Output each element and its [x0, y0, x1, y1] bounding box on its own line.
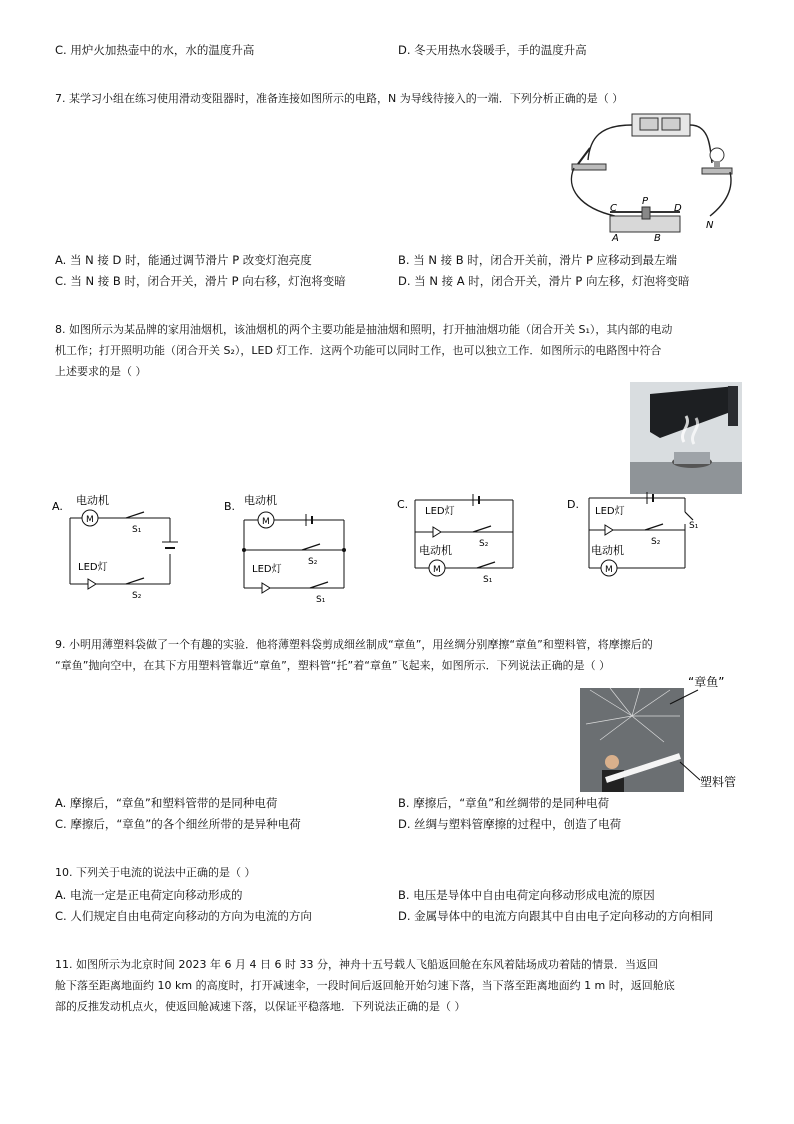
terminal-b: B [654, 233, 661, 243]
plastic-tube-label: 塑料管 [700, 775, 737, 789]
range-hood-photo [630, 382, 742, 494]
q7-stem: 7. 某学习小组在练习使用滑动变阻器时，准备连接如图所示的电路，N 为导线待接入的一端．下列分析正确的是（ ） [55, 92, 624, 105]
switch-s1-label: S₁ [483, 575, 493, 584]
q10-option-d: D. 金属导体中的电流方向跟其中自由电子定向移动的方向相同 [398, 909, 714, 923]
switch-s1-label: S₁ [316, 595, 326, 604]
q8-stem-line2: 机工作；打开照明功能（闭合开关 S₂），LED 灯工作．这两个功能可以同时工作，也可以独立工作．如图所示的电路图中符合 [55, 344, 662, 357]
terminal-n: N [706, 220, 714, 231]
q8-stem-line3: 上述要求的是（ ） [55, 365, 147, 378]
led-icon [88, 579, 96, 589]
q7-option-d: D. 当 N 接 A 时，闭合开关，滑片 P 向左移，灯泡将变暗 [398, 274, 690, 288]
q9-option-c: C. 摩擦后，“章鱼”的各个细丝所带的是异种电荷 [55, 817, 301, 831]
switch-s1-label: S₁ [689, 521, 699, 531]
motor-symbol: M [605, 565, 613, 575]
q10-stem: 10. 下列关于电流的说法中正确的是（ ） [55, 866, 256, 879]
q7-option-b: B. 当 N 接 B 时，闭合开关前，滑片 P 应移动到最左端 [398, 253, 678, 267]
led-label: LED灯 [425, 506, 455, 517]
option-label-b: B. [224, 500, 236, 513]
q8-circuit-a [50, 492, 190, 600]
q6-option-c: C. 用炉火加热壶中的水，水的温度升高 [55, 43, 255, 57]
motor-symbol: M [86, 515, 94, 525]
led-icon [605, 525, 613, 535]
q9-stem-line2: “章鱼”抛向空中，在其下方用塑料管靠近“章鱼”，塑料管“托”着“章鱼”飞起来，如图所示．下列说法正确的是（ ） [55, 659, 611, 672]
motor-label: 电动机 [591, 544, 624, 557]
terminal-d: D [674, 203, 682, 214]
q7-circuit-figure [560, 108, 750, 243]
switch-s2-label: S₂ [132, 591, 142, 600]
switch-s2-label: S₂ [479, 539, 489, 549]
switch-s1-label: S₁ [132, 525, 142, 535]
octopus-label: “章鱼” [688, 676, 725, 689]
led-label: LED灯 [595, 506, 625, 517]
motor-symbol: M [262, 517, 270, 527]
q10-option-b: B. 电压是导体中自由电荷定向移动形成电流的原因 [398, 888, 655, 902]
q7-option-c: C. 当 N 接 B 时，闭合开关，滑片 P 向右移，灯泡将变暗 [55, 274, 346, 288]
q10-option-a: A. 电流一定是正电荷定向移动形成的 [55, 888, 243, 902]
motor-label: 电动机 [76, 494, 109, 507]
switch-s2-label: S₂ [308, 557, 318, 567]
option-label-d: D. [567, 498, 579, 511]
switch-s2-label: S₂ [651, 537, 661, 547]
q8-circuit-b [222, 492, 352, 604]
q8-stem-line1: 8. 如图所示为某品牌的家用油烟机，该油烟机的两个主要功能是抽油烟和照明，打开抽油烟功能（闭合开关 S₁），其内部的电动 [55, 323, 673, 336]
led-icon [262, 583, 270, 593]
option-label-c: C. [397, 498, 409, 511]
q11-stem-line3: 部的反推发动机点火，使返回舱减速下落，以保证平稳落地．下列说法正确的是（ ） [55, 1000, 466, 1013]
option-label-a: A. [52, 500, 63, 513]
q11-stem-line1: 11. 如图所示为北京时间 2023 年 6 月 4 日 6 时 33 分，神舟十五号载人飞船返回舱在东风着陆场成功着陆的情景．当返回 [55, 958, 658, 971]
q9-option-a: A. 摩擦后，“章鱼”和塑料管带的是同种电荷 [55, 796, 278, 810]
led-label: LED灯 [78, 562, 108, 573]
motor-symbol: M [433, 565, 441, 575]
q8-circuit-c [395, 492, 525, 584]
q9-option-b: B. 摩擦后，“章鱼”和丝绸带的是同种电荷 [398, 796, 610, 810]
q8-circuit-d [565, 488, 705, 580]
motor-label: 电动机 [419, 544, 452, 557]
motor-label: 电动机 [244, 494, 277, 507]
rheostat-icon [610, 207, 680, 232]
q11-stem-line2: 舱下落至距离地面约 10 km 的高度时，打开减速伞，一段时间后返回舱开始匀速下落，当下落至距离地面约 1 m 时，返回舱底 [55, 979, 675, 992]
q6-option-d: D. 冬天用热水袋暖手，手的温度升高 [398, 43, 587, 57]
q10-option-c: C. 人们规定自由电荷定向移动的方向为电流的方向 [55, 909, 312, 923]
slider-p: P [642, 196, 649, 207]
bulb-icon [702, 148, 732, 174]
led-icon [433, 527, 441, 537]
q9-octopus-photo [580, 676, 770, 794]
terminal-a: A [612, 233, 619, 243]
q7-option-a: A. 当 N 接 D 时，能通过调节滑片 P 改变灯泡亮度 [55, 253, 312, 267]
q9-option-d: D. 丝绸与塑料管摩擦的过程中，创造了电荷 [398, 817, 622, 831]
q9-stem-line1: 9. 小明用薄塑料袋做了一个有趣的实验．他将薄塑料袋剪成细丝制成“章鱼”，用丝绸分别摩擦“章鱼”和塑料管，将摩擦后的 [55, 638, 653, 651]
terminal-c: C [610, 203, 617, 214]
led-label: LED灯 [252, 564, 282, 575]
